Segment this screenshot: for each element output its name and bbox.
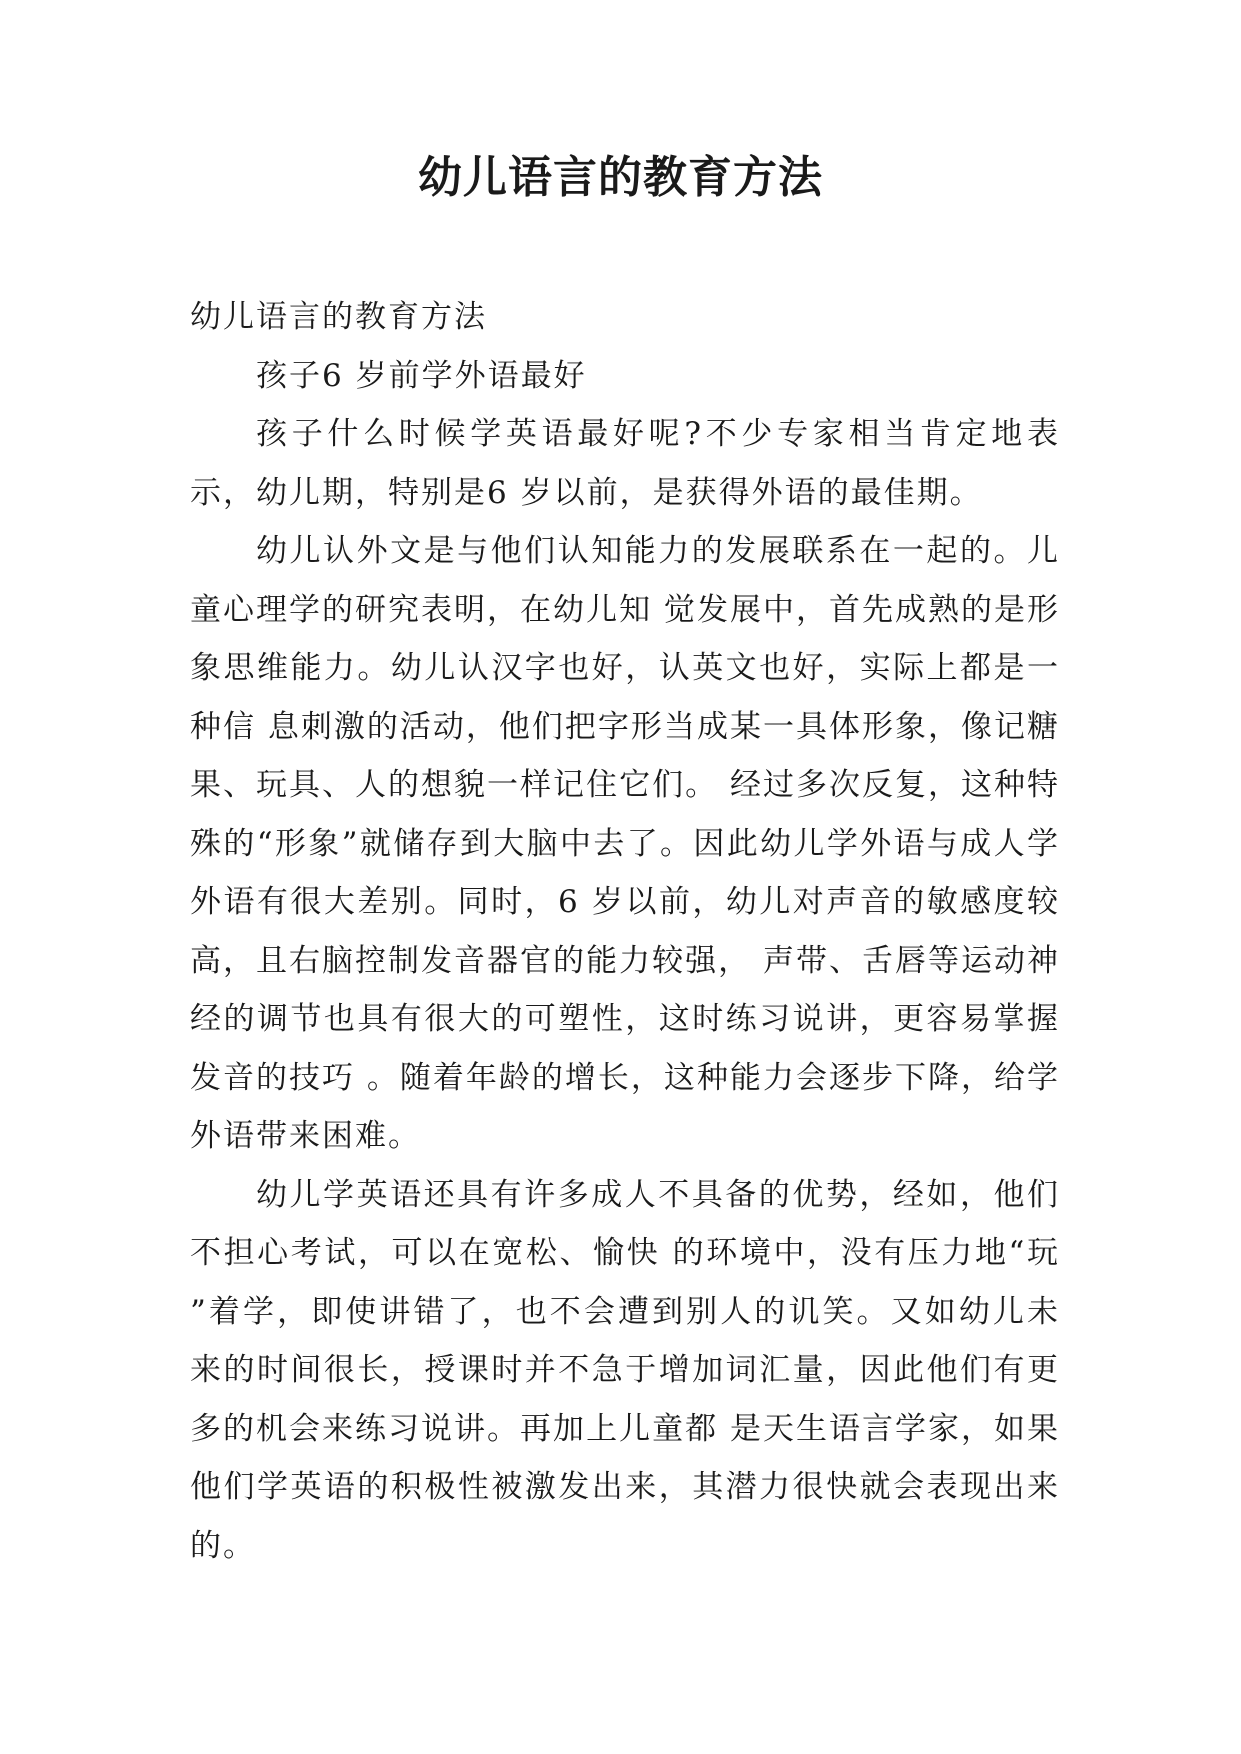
document-title: 幼儿语言的教育方法	[418, 152, 823, 203]
document-body	[190, 288, 1060, 1575]
paragraph-1: 孩子什么时候学英语最好呢?不少专家相当肯定地表示，幼儿期，特别是6 岁以前，是获得外语的最佳期。	[190, 416, 1060, 511]
paragraph-3: 幼儿学英语还具有许多成人不具备的优势，经如，他们不担心考试，可以在宽松、愉快 的环境中，没有压力地“玩 ”着学，即使讲错了，也不会遭到别人的讥笑。又如幼儿未来的时间很长，授课时并不急于增加词汇量，因此他们有更多的机会来练习说讲。再加上儿童都 是天生语言学家，如果他们学英语的积极性被激发出来，其潜力很快就会表现出来的。	[190, 1176, 1060, 1564]
section-heading: 孩子6 岁前学外语最好	[256, 357, 587, 394]
document-subtitle: 幼儿语言的教育方法	[190, 299, 487, 335]
paragraph-2: 幼儿认外文是与他们认知能力的发展联系在一起的。儿童心理学的研究表明，在幼儿知 觉发展中，首先成熟的是形象思维能力。幼儿认汉字也好，认英文也好，实际上都是一种信 息刺激的活动，他们把字形当成某一具体形象，像记糖果、玩具、人的想貌一样记住它们。 经过多次反复，这种特殊的“形象”就储存到大脑中去了。因此幼儿学外语与成人学外语有很大差别。同时，6 岁以前，幼儿对声音的敏感度较高，且右脑控制发音器官的能力较强， 声带、舌唇等运动神经的调节也具有很大的可塑性，这时练习说讲，更容易掌握发音的技巧 。随着年龄的增长，这种能力会逐步下降，给学外语带来困难。	[190, 533, 1060, 1154]
